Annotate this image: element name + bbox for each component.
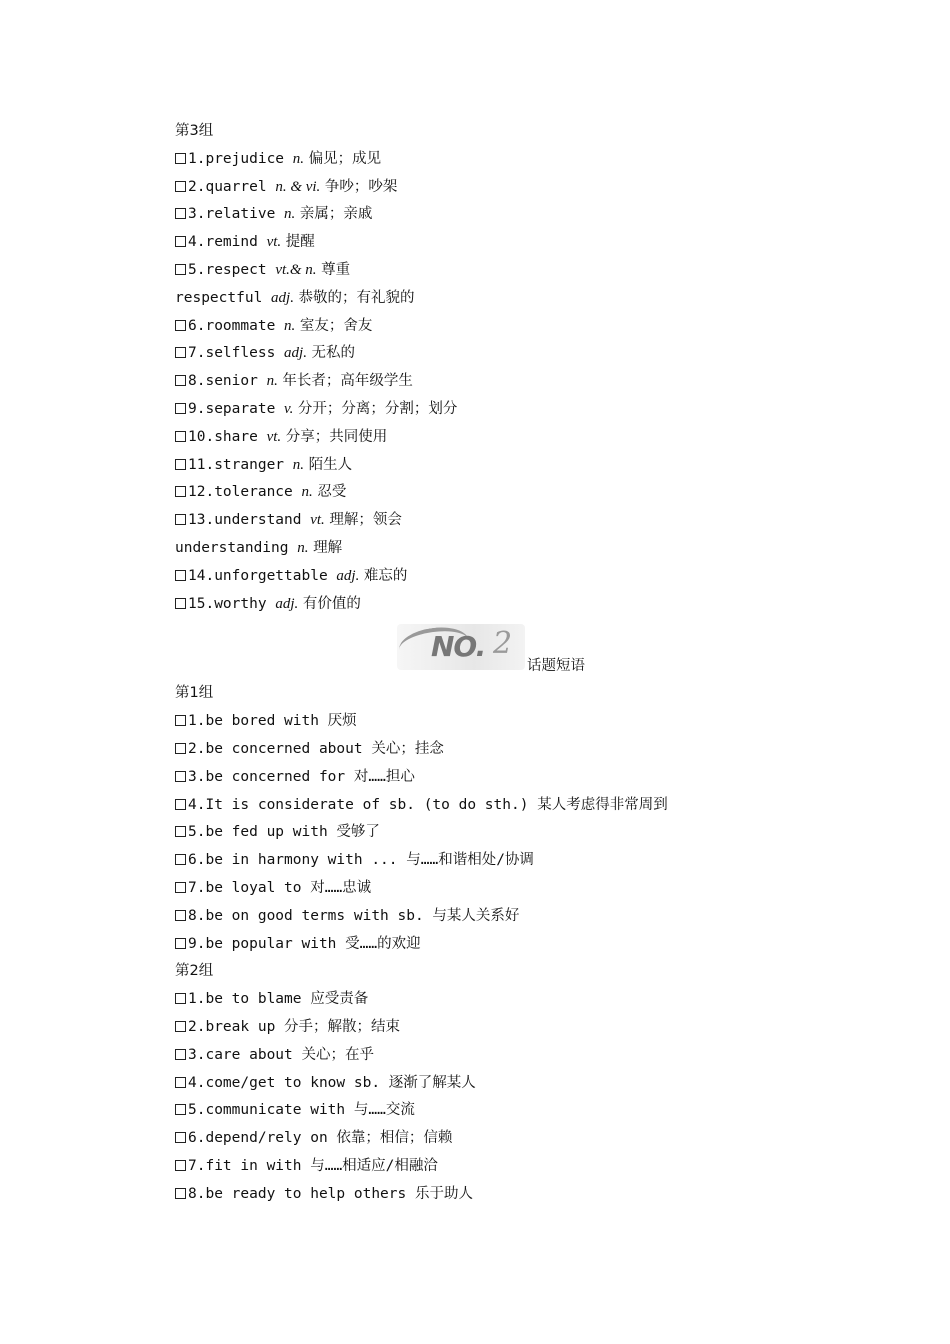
vocab-meaning: 陌生人	[304, 456, 353, 473]
vocab-item	[175, 174, 875, 202]
vocab-meaning: 亲属；亲戚	[295, 206, 373, 223]
checkbox-icon	[175, 208, 186, 219]
phrase-text: 2.break up 分手；解散；结束	[188, 1018, 401, 1035]
section-heading: 第3组	[175, 123, 214, 139]
checkbox-icon	[175, 347, 186, 358]
checkbox-icon	[175, 1049, 186, 1060]
checkbox-icon	[175, 743, 186, 754]
checkbox-icon	[175, 1132, 186, 1143]
vocab-meaning: 年长者；高年级学生	[277, 373, 413, 390]
vocab-word: 3.relative	[188, 206, 285, 223]
vocab-item	[175, 229, 875, 257]
vocab-word: respectful	[175, 289, 272, 306]
phrase-text: 5.be fed up with 受够了	[188, 824, 380, 841]
vocab-item	[175, 424, 875, 452]
checkbox-icon	[175, 264, 186, 275]
checkbox-icon	[175, 236, 186, 247]
phrase-item	[175, 708, 875, 736]
phrase-text: 2.be concerned about 关心；挂念	[188, 740, 444, 757]
part-of-speech: vt.	[310, 512, 325, 529]
vocab-word: 5.respect	[188, 261, 276, 278]
vocab-meaning: 无私的	[306, 345, 356, 362]
vocab-meaning: 难忘的	[359, 567, 408, 584]
vocabulary-list	[175, 146, 875, 619]
checkbox-icon	[175, 598, 186, 609]
vocab-word: 15.worthy	[188, 595, 276, 612]
vocab-meaning: 理解；领会	[324, 512, 402, 529]
checkbox-icon	[175, 1104, 186, 1115]
checkbox-icon	[175, 459, 186, 470]
checkbox-icon	[175, 715, 186, 726]
part-of-speech: n.	[292, 456, 305, 473]
vocab-meaning: 恭敬的；有礼貌的	[293, 289, 415, 306]
phrase-item	[175, 931, 875, 959]
phrase-text: 6.be in harmony with ... 与……和谐相处/协调	[188, 852, 534, 869]
vocab-meaning: 忍受	[312, 484, 347, 501]
vocab-item	[175, 285, 875, 313]
vocab-item	[175, 340, 875, 368]
vocab-word: 9.separate	[188, 400, 285, 417]
checkbox-icon	[175, 910, 186, 921]
part-of-speech: n.	[301, 484, 313, 501]
phrase-text: 5.communicate with 与……交流	[188, 1102, 415, 1119]
vocab-word: 1.prejudice	[188, 150, 293, 167]
checkbox-icon	[175, 1021, 186, 1032]
no2-logo-icon	[397, 624, 525, 670]
vocab-meaning: 分开；分离；分割；划分	[293, 400, 458, 417]
vocab-item	[175, 452, 875, 480]
checkbox-icon	[175, 570, 186, 581]
vocab-meaning: 有价值的	[298, 595, 361, 612]
checkbox-icon	[175, 320, 186, 331]
section-heading: 第2组	[175, 963, 214, 980]
vocab-word: 2.quarrel	[188, 178, 276, 195]
phrase-item	[175, 1070, 875, 1098]
checkbox-icon	[175, 993, 186, 1004]
phrase-item	[175, 736, 875, 764]
part-of-speech: n. & vi.	[275, 178, 321, 195]
vocab-item	[175, 396, 875, 424]
phrase-list	[175, 986, 875, 1208]
phrase-item	[175, 1125, 875, 1153]
vocab-item	[175, 535, 875, 563]
phrase-text: 3.care about 关心；在乎	[188, 1046, 374, 1063]
phrase-item	[175, 1097, 875, 1125]
part-of-speech: n.	[266, 373, 278, 390]
phrase-text: 4.It is considerate of sb. (to do sth.) 某人考虑得非常周到	[188, 796, 668, 813]
checkbox-icon	[175, 514, 186, 525]
part-of-speech: vt.	[266, 428, 282, 445]
phrase-text: 4.come/get to know sb. 逐渐了解某人	[188, 1074, 476, 1091]
phrase-item	[175, 819, 875, 847]
vocab-item	[175, 591, 875, 619]
vocab-item	[175, 201, 875, 229]
part-of-speech: adj.	[336, 567, 360, 584]
vocab-item	[175, 368, 875, 396]
part-of-speech: adj.	[284, 345, 307, 362]
vocab-meaning: 室友；舍友	[295, 317, 373, 334]
part-of-speech: adj.	[275, 595, 299, 612]
vocab-item	[175, 313, 875, 341]
phrase-item	[175, 1153, 875, 1181]
vocab-item	[175, 563, 875, 591]
vocab-word: 11.stranger	[188, 456, 293, 473]
phrase-item	[175, 875, 875, 903]
part-of-speech: n.	[297, 539, 309, 556]
logo-no-text: NO.	[431, 630, 486, 664]
vocab-word: 13.understand	[188, 512, 311, 529]
vocab-word: 8.senior	[188, 373, 267, 390]
vocab-word: 4.remind	[188, 234, 267, 251]
logo-number: 2	[493, 626, 513, 662]
vocab-word: 6.roommate	[188, 317, 285, 334]
vocab-word: 10.share	[188, 428, 267, 445]
vocab-meaning: 偏见；成见	[304, 150, 382, 167]
checkbox-icon	[175, 799, 186, 810]
phrase-text: 8.be ready to help others 乐于助人	[188, 1185, 473, 1202]
phrase-item	[175, 1181, 875, 1209]
phrase-text: 1.be bored with 厌烦	[188, 713, 357, 730]
phrase-item	[175, 1014, 875, 1042]
phrase-item	[175, 1042, 875, 1070]
vocab-meaning: 提醒	[281, 234, 315, 251]
vocab-word: 12.tolerance	[188, 484, 302, 501]
checkbox-icon	[175, 486, 186, 497]
phrase-text: 9.be popular with 受……的欢迎	[188, 935, 421, 952]
banner-title: 话题短语	[527, 658, 585, 675]
part-of-speech: adj.	[271, 289, 294, 306]
part-of-speech: n.	[284, 317, 296, 334]
vocab-meaning: 争吵；吵架	[320, 178, 398, 195]
checkbox-icon	[175, 1188, 186, 1199]
document-page	[175, 118, 875, 1208]
checkbox-icon	[175, 1160, 186, 1171]
checkbox-icon	[175, 181, 186, 192]
phrase-text: 6.depend/rely on 依靠；相信；信赖	[188, 1130, 453, 1147]
part-of-speech: n.	[284, 206, 296, 223]
part-of-speech: vt.	[266, 234, 282, 251]
vocab-item	[175, 479, 875, 507]
checkbox-icon	[175, 1077, 186, 1088]
phrase-item	[175, 986, 875, 1014]
part-of-speech: vt.& n.	[275, 261, 317, 278]
vocab-item	[175, 257, 875, 285]
phrase-text: 7.fit in with 与……相适应/相融洽	[188, 1157, 438, 1174]
phrase-list	[175, 708, 875, 958]
section-banner	[175, 624, 875, 680]
section-heading: 第1组	[175, 685, 214, 702]
vocab-word: understanding	[175, 539, 298, 556]
phrase-item	[175, 903, 875, 931]
vocab-item	[175, 507, 875, 535]
phrase-text: 7.be loyal to 对……忠诚	[188, 879, 372, 896]
part-of-speech: n.	[292, 150, 305, 167]
phrase-item	[175, 764, 875, 792]
checkbox-icon	[175, 403, 186, 414]
vocab-word: 14.unforgettable	[188, 567, 337, 584]
phrase-item	[175, 792, 875, 820]
checkbox-icon	[175, 771, 186, 782]
phrase-text: 1.be to blame 应受责备	[188, 991, 369, 1008]
vocab-meaning: 尊重	[316, 261, 351, 278]
checkbox-icon	[175, 882, 186, 893]
checkbox-icon	[175, 854, 186, 865]
phrase-item	[175, 847, 875, 875]
vocab-item	[175, 146, 875, 174]
vocab-word: 7.selfless	[188, 345, 285, 362]
phrase-text: 8.be on good terms with sb. 与某人关系好	[188, 907, 520, 924]
vocab-meaning: 理解	[308, 539, 343, 556]
phrase-text: 3.be concerned for 对……担心	[188, 768, 415, 785]
checkbox-icon	[175, 153, 186, 164]
checkbox-icon	[175, 375, 186, 386]
vocab-meaning: 分享；共同使用	[281, 428, 388, 445]
checkbox-icon	[175, 826, 186, 837]
part-of-speech: v.	[284, 400, 294, 417]
checkbox-icon	[175, 431, 186, 442]
checkbox-icon	[175, 938, 186, 949]
